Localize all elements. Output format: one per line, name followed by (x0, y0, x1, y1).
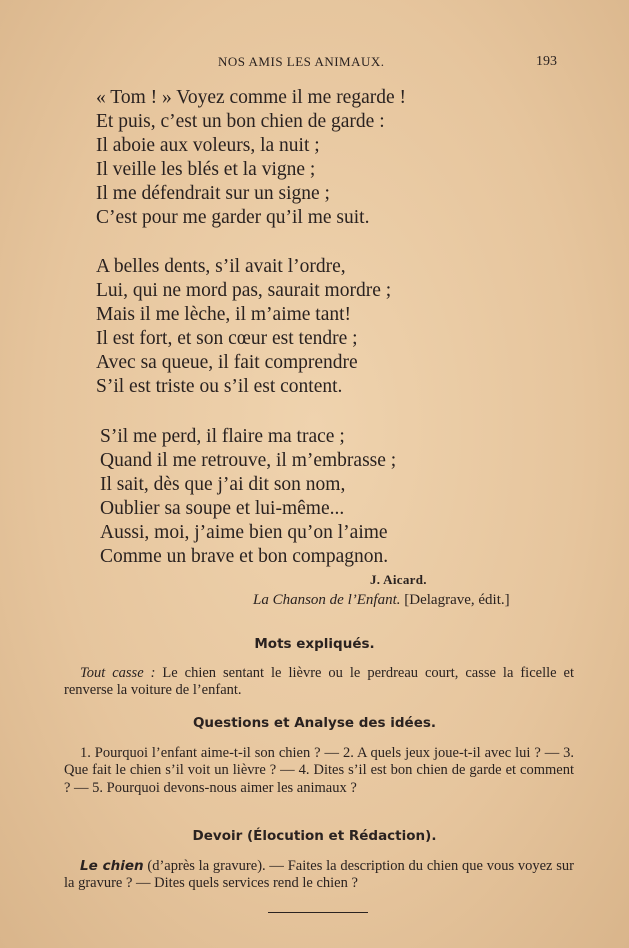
verse-line: S’il est triste ou s’il est content. (96, 376, 343, 397)
devoir-heading: Devoir (Élocution et Rédaction). (192, 828, 437, 844)
poem-stanza-3 (100, 425, 396, 569)
verse-line: Lui, qui ne mord pas, saurait mordre ; (96, 280, 392, 301)
definition: Le chien sentant le lièvre ou le perdreau court, casse la ficelle et renverse la voiture de l’enfant. (64, 664, 574, 698)
running-head (0, 54, 629, 74)
devoir-body: (d’après la gravure). — Faites la description du chien que vous voyez sur la gravure ? — Dites quels services rend le chien ? (64, 857, 574, 891)
end-rule (268, 912, 368, 913)
devoir-subject: Le chien (80, 857, 144, 874)
term: Tout casse : (80, 664, 156, 681)
verse-line: Aussi, moi, j’aime bien qu’on l’aime (100, 522, 388, 543)
verse-line: Quand il me retrouve, il m’embrasse ; (100, 450, 397, 471)
devoir-text (64, 858, 574, 893)
poem-author: J. Aicard. (370, 572, 427, 587)
questions-heading: Questions et Analyse des idées. (192, 715, 437, 731)
poem-stanza-2 (96, 255, 391, 399)
verse-line: Il aboie aux voleurs, la nuit ; (96, 135, 320, 156)
verse-line: Oublier sa soupe et lui-même... (100, 498, 345, 519)
poem-stanza-1 (96, 86, 406, 230)
running-title: NOS AMIS LES ANIMAUX. (218, 54, 385, 69)
verse-line: Mais il me lèche, il m’aime tant! (96, 304, 352, 325)
verse-line: Il est fort, et son cœur est tendre ; (96, 328, 358, 349)
questions-body: 1. Pourquoi l’enfant aime-t-il son chien ? — 2. A quels jeux joue-t-il avec lui ? — 3. Que fait le chien s’il voit un lièvre ? — 4. Dites s’il est bon chien de garde et comment ? — 5. Pourquoi devons-nous aimer les animaux ? (64, 744, 574, 796)
verse-line: Il sait, dès que j’ai dit son nom, (100, 474, 346, 495)
page-number: 193 (536, 54, 557, 69)
mots-expliques-heading: Mots expliqués. (254, 636, 375, 652)
verse-line: C’est pour me garder qu’il me suit. (96, 207, 370, 228)
verse-line: « Tom ! » Voyez comme il me regarde ! (96, 87, 407, 108)
verse-line: Il me défendrait sur un signe ; (96, 183, 330, 204)
verse-line: Et puis, c’est un bon chien de garde : (96, 111, 385, 132)
verse-line: Comme un brave et bon compagnon. (100, 546, 389, 567)
verse-line: S’il me perd, il flaire ma trace ; (100, 426, 345, 447)
source-title: La Chanson de l’Enfant. (253, 592, 401, 608)
verse-line: Avec sa queue, il fait comprendre (96, 352, 358, 373)
mots-expliques-text (64, 665, 574, 700)
poem-source (253, 592, 510, 609)
source-publisher: [Delagrave, édit.] (404, 592, 510, 608)
questions-text (64, 745, 574, 798)
verse-line: Il veille les blés et la vigne ; (96, 159, 316, 180)
verse-line: A belles dents, s’il avait l’ordre, (96, 256, 346, 277)
